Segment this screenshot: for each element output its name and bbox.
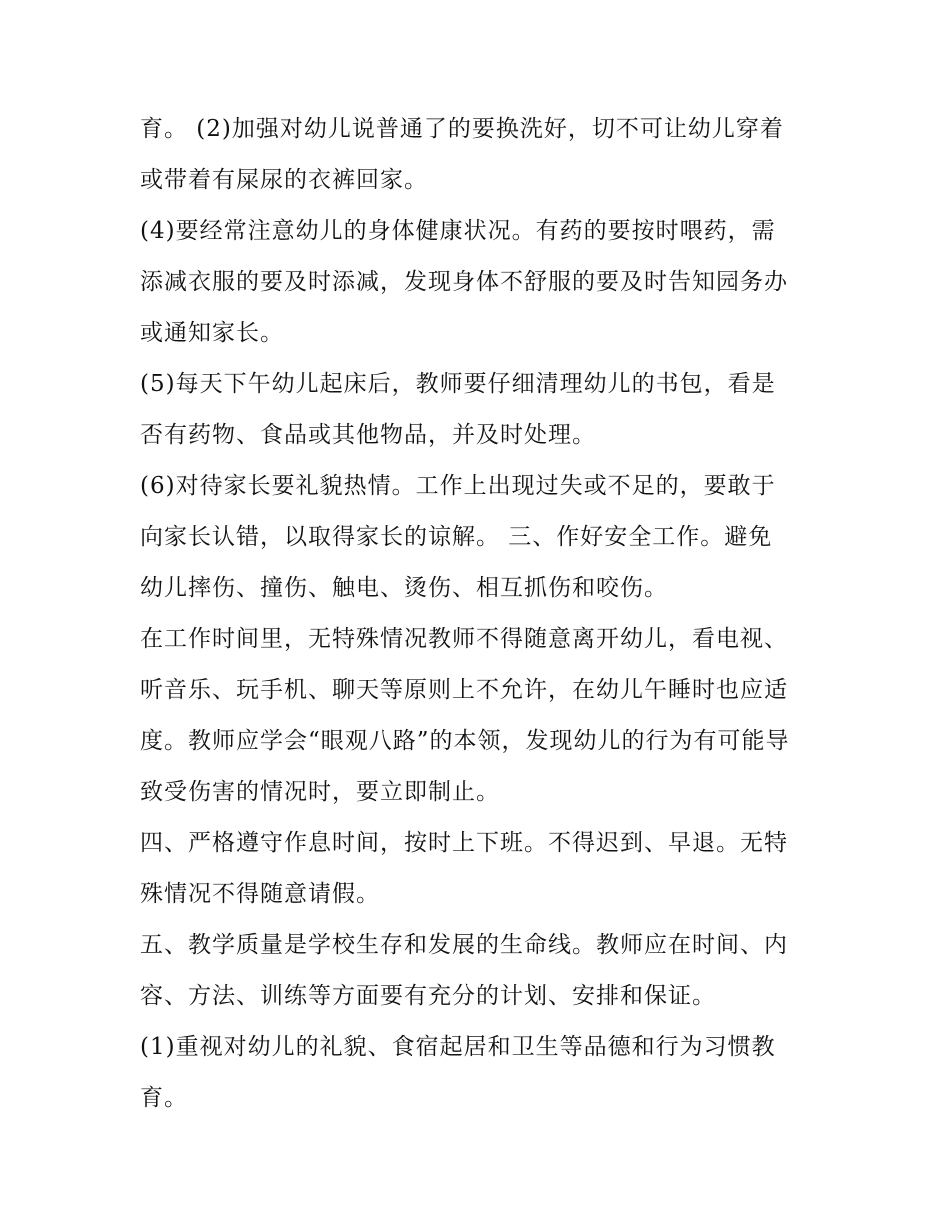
text-line: 殊情况不得随意请假。 (140, 881, 380, 907)
text-line: 听音乐、玩手机、聊天等原则上不允许，在幼儿午睡时也应适 (140, 677, 788, 703)
document-body (140, 104, 820, 1124)
paragraph (140, 614, 820, 818)
text-line: 育。 (2)加强对幼儿说普通了的要换洗好，切不可让幼儿穿着 (140, 116, 784, 142)
text-line: 度。教师应学会“眼观八路”的本领，发现幼儿的行为有可能导 (140, 728, 790, 754)
text-line: (4)要经常注意幼儿的身体健康状况。有药的要按时喂药，需 (140, 218, 776, 244)
paragraph (140, 920, 820, 1022)
text-line: 幼儿摔伤、撞伤、触电、烫伤、相互抓伤和咬伤。 (140, 575, 668, 601)
text-line: 或通知家长。 (140, 320, 284, 346)
text-line: 四、严格遵守作息时间，按时上下班。不得迟到、早退。无特 (140, 830, 788, 856)
text-line: (1)重视对幼儿的礼貌、食宿起居和卫生等品德和行为习惯教 (140, 1034, 776, 1060)
paragraph (140, 461, 820, 614)
paragraph (140, 104, 820, 206)
text-line: 否有药物、食品或其他物品，并及时处理。 (140, 422, 596, 448)
text-line: 向家长认错，以取得家长的谅解。 三、作好安全工作。避免 (140, 524, 773, 550)
paragraph (140, 818, 820, 920)
text-line: 添减衣服的要及时添减，发现身体不舒服的要及时告知园务办 (140, 269, 788, 295)
text-line: 或带着有屎尿的衣裤回家。 (140, 167, 428, 193)
paragraph (140, 206, 820, 359)
text-line: 在工作时间里，无特殊情况教师不得随意离开幼儿，看电视、 (140, 626, 788, 652)
text-line: 致受伤害的情况时，要立即制止。 (140, 779, 500, 805)
text-line: 五、教学质量是学校生存和发展的生命线。教师应在时间、内 (140, 932, 788, 958)
text-line: (5)每天下午幼儿起床后，教师要仔细清理幼儿的书包，看是 (140, 371, 776, 397)
text-line: (6)对待家长要礼貌热情。工作上出现过失或不足的，要敢于 (140, 473, 776, 499)
text-line: 育。 (140, 1085, 188, 1111)
text-line: 容、方法、训练等方面要有充分的计划、安排和保证。 (140, 983, 716, 1009)
paragraph (140, 359, 820, 461)
paragraph (140, 1022, 820, 1124)
